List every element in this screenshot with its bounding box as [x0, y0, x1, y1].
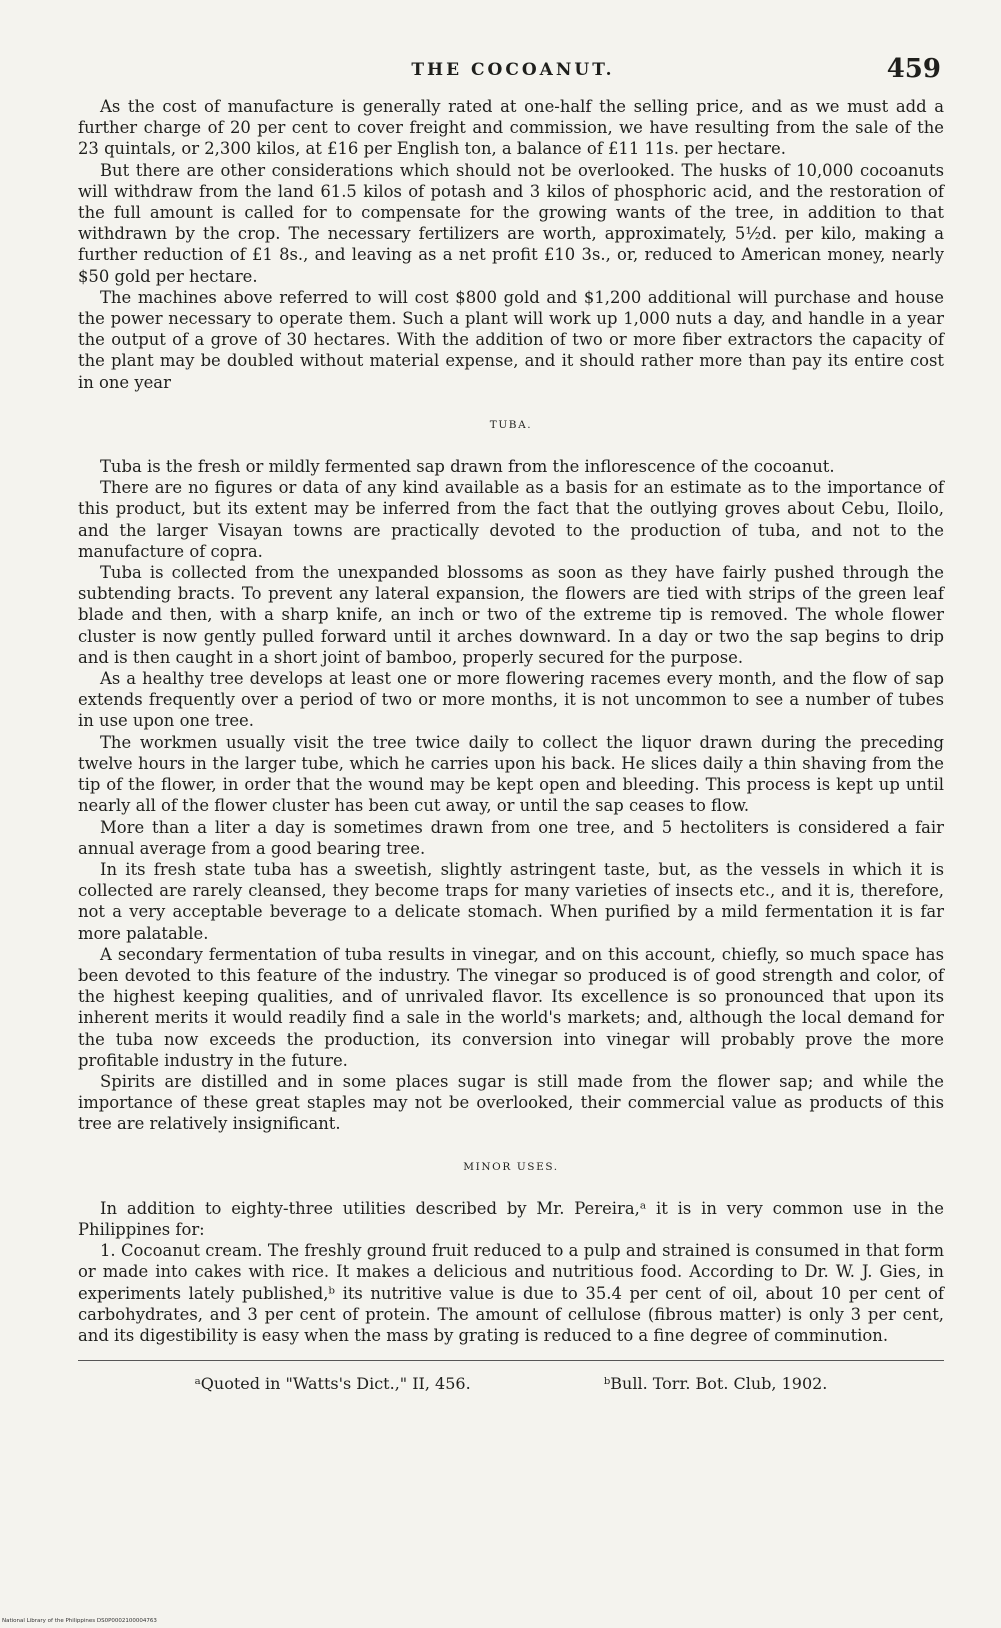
paragraph: As the cost of manufacture is generally rated at one-half the selling price, and as we must add a further charge of 20 per cent to cover freight and commission, we have resulting from the sale of the 23 quintals, or 2,300 kilos, at £16 per English ton, a balance of £11 11s. per hectare. — [78, 97, 944, 159]
paragraph: As a healthy tree develops at least one or more flowering racemes every month, and the flow of sap extends frequently over a period of two or more months, it is not uncommon to see a number of tubes in use upon one tree. — [78, 669, 944, 731]
footnote-rule — [78, 1360, 944, 1361]
paragraph: The machines above referred to will cost $800 gold and $1,200 additional will purchase and house the power necessary to operate them. Such a plant will work up 1,000 nuts a day, and handle in a year the output of a grove of 30 hectares. With the addition of two or more fiber extractors the capacity of the plant may be doubled without material expense, and it should rather more than pay its entire cost in one year — [78, 287, 944, 392]
paragraph: Tuba is the fresh or mildly fermented sap drawn from the inflorescence of the cocoanut. — [100, 457, 835, 477]
paragraph: A secondary fermentation of tuba results in vinegar, and on this account, chiefly, so much space has been devoted to this feature of the industry. The vinegar so produced is of good strength and color, of the highest keeping qualities, and of unrivaled flavor. Its excellence is so pronounced that upon its inherent merits it would readily find a sale in the world's markets; and, although the local demand for the tuba now exceeds the production, its conversion into vinegar will probably prove the more profitable industry in the future. — [78, 944, 944, 1070]
section-heading-tuba: TUBA. — [489, 418, 533, 431]
footnote-b: ᵇBull. Torr. Bot. Club, 1902. — [603, 1374, 828, 1394]
paragraph: Tuba is collected from the unexpanded blossoms as soon as they have fairly pushed through the subtending bracts. To prevent any lateral expansion, the flowers are tied with strips of the green leaf blade and then, with a sharp knife, an inch or two of the extreme tip is removed. The whole flower cluster is now gently pulled forward until it arches downward. In a day or two the sap begins to drip and is then caught in a short joint of bamboo, properly secured for the purpose. — [78, 563, 944, 667]
page-number: 459 — [886, 54, 941, 84]
paragraph: In its fresh state tuba has a sweetish, slightly astringent taste, but, as the vessels in which it is collected are rarely cleansed, they become traps for many varieties of insects etc., and it is, therefore, not a very acceptable beverage to a delicate stomach. When purified by a mild fermentation it is far more palatable. — [78, 859, 944, 943]
paragraph: In addition to eighty-three utilities described by Mr. Pereira,ᵃ it is in very common use in the Philippines for: — [78, 1198, 944, 1239]
body-text — [78, 96, 944, 1394]
page-header — [75, 48, 951, 88]
paragraph: More than a liter a day is sometimes drawn from one tree, and 5 hectoliters is considered a fair annual average from a good bearing tree. — [78, 817, 944, 858]
paragraph: The workmen usually visit the tree twice daily to collect the liquor drawn during the preceding twelve hours in the larger tube, which he carries upon his back. He slices daily a thin shaving from the tip of the flower, in order that the wound may be kept open and bleeding. This process is kept up until nearly all of the flower cluster has been cut away, or until the sap ceases to flow. — [78, 732, 944, 816]
paragraph: There are no figures or data of any kind available as a basis for an estimate as to the importance of this product, but its extent may be inferred from the fact that the outlying groves about Cebu, Iloilo, and the larger Visayan towns are practically devoted to the production of tuba, and not to the manufacture of copra. — [78, 478, 944, 561]
paragraph: 1. Cocoanut cream. The freshly ground fruit reduced to a pulp and strained is consumed in that form or made into cakes with rice. It makes a delicious and nutritious food. According to Dr. W. J. Gies, in experiments lately published,ᵇ its nutritive value is due to 35.4 per cent of oil, about 10 per cent of carbohydrates, and 3 per cent of protein. The amount of cellulose (fibrous matter) is only 3 per cent, and its digestibility is easy when the mass by grating is reduced to a fine degree of comminution. — [78, 1241, 944, 1345]
paragraph: Spirits are distilled and in some places sugar is still made from the flower sap; and while the importance of these great staples may not be overlooked, their commercial value as products of this tree are relatively insignificant. — [78, 1071, 944, 1134]
library-imprint: National Library of the Philippines DS0P0002100004763 — [2, 1618, 157, 1624]
section-heading-minor-uses: MINOR USES. — [463, 1160, 559, 1173]
footnotes — [78, 1373, 944, 1394]
running-head: THE COCOANUT. — [411, 60, 615, 80]
paragraph: But there are other considerations which should not be overlooked. The husks of 10,000 cocoanuts will withdraw from the land 61.5 kilos of potash and 3 kilos of phosphoric acid, and the restoration of the full amount is called for to compensate for the growing wants of the tree, in addition to that withdrawn by the crop. The necessary fertilizers are worth, approximately, 5½d. per kilo, making a further reduction of £1 8s., and leaving as a net profit £10 3s., or, reduced to American money, nearly $50 gold per hectare. — [78, 160, 944, 286]
footnote-a: ᵃQuoted in "Watts's Dict.," II, 456. — [194, 1374, 471, 1394]
